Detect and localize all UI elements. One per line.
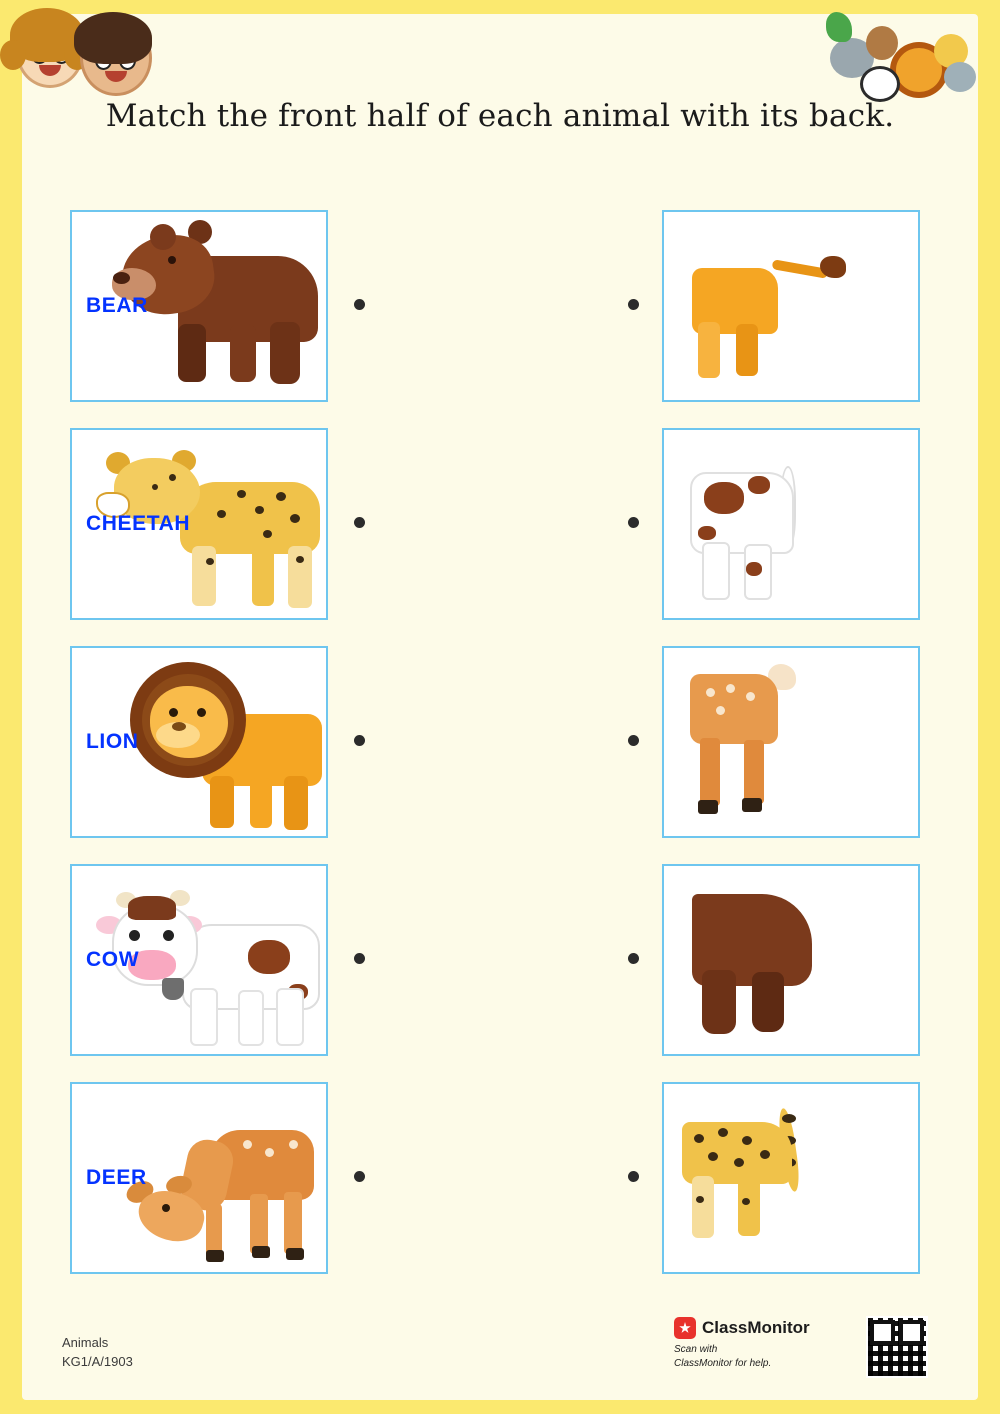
front-card-bear[interactable] <box>70 210 328 402</box>
connector-dot-right[interactable] <box>628 299 639 310</box>
kid-bun-left-icon <box>0 40 26 70</box>
cheetah-back-illustration <box>664 1084 918 1272</box>
connector-dot-right[interactable] <box>628 1171 639 1182</box>
front-card-deer[interactable] <box>70 1082 328 1274</box>
footer-meta <box>62 1334 133 1372</box>
scan-line-1: Scan with <box>674 1344 718 1355</box>
cow-back-illustration <box>664 430 918 618</box>
back-card-bear[interactable] <box>662 864 920 1056</box>
match-row <box>48 632 952 850</box>
kid-hair-boy-icon <box>74 12 152 64</box>
connector-dot-right[interactable] <box>628 953 639 964</box>
animals-illustration <box>826 8 986 104</box>
scan-line-2: ClassMonitor for help. <box>674 1357 772 1369</box>
worksheet-code: KG1/A/1903 <box>62 1354 133 1370</box>
kids-illustration <box>8 6 168 98</box>
connector-dot-right[interactable] <box>628 517 639 528</box>
brand-block <box>674 1317 854 1370</box>
palm-leaf-icon <box>826 12 852 42</box>
front-card-cow[interactable] <box>70 864 328 1056</box>
animal-label: BEAR <box>86 294 148 317</box>
back-card-deer[interactable] <box>662 646 920 838</box>
animal-label: CHEETAH <box>86 512 191 535</box>
front-card-lion[interactable] <box>70 646 328 838</box>
classmonitor-logo-icon <box>674 1317 696 1339</box>
deer-back-illustration <box>664 648 918 836</box>
connector-dot-left[interactable] <box>354 517 365 528</box>
animal-label: DEER <box>86 1166 147 1189</box>
panda-icon <box>860 66 900 102</box>
animal-label: COW <box>86 948 140 971</box>
connector-dot-left[interactable] <box>354 1171 365 1182</box>
qr-code-icon[interactable] <box>866 1316 928 1378</box>
match-row <box>48 850 952 1068</box>
animal-label: LION <box>86 730 139 753</box>
match-row <box>48 1068 952 1286</box>
bear-back-illustration <box>664 866 918 1054</box>
brand-name: ClassMonitor <box>702 1318 810 1337</box>
match-row <box>48 196 952 414</box>
back-card-cow[interactable] <box>662 428 920 620</box>
koala-icon <box>944 62 976 92</box>
front-card-cheetah[interactable] <box>70 428 328 620</box>
matching-board <box>48 196 952 1286</box>
connector-dot-left[interactable] <box>354 735 365 746</box>
back-card-lion[interactable] <box>662 210 920 402</box>
connector-dot-right[interactable] <box>628 735 639 746</box>
page-title: Match the front half of each animal with its back. <box>105 98 895 134</box>
subject-label: Animals <box>62 1335 109 1351</box>
back-card-cheetah[interactable] <box>662 1082 920 1274</box>
lion-back-illustration <box>664 212 918 400</box>
connector-dot-left[interactable] <box>354 953 365 964</box>
connector-dot-left[interactable] <box>354 299 365 310</box>
match-row <box>48 414 952 632</box>
